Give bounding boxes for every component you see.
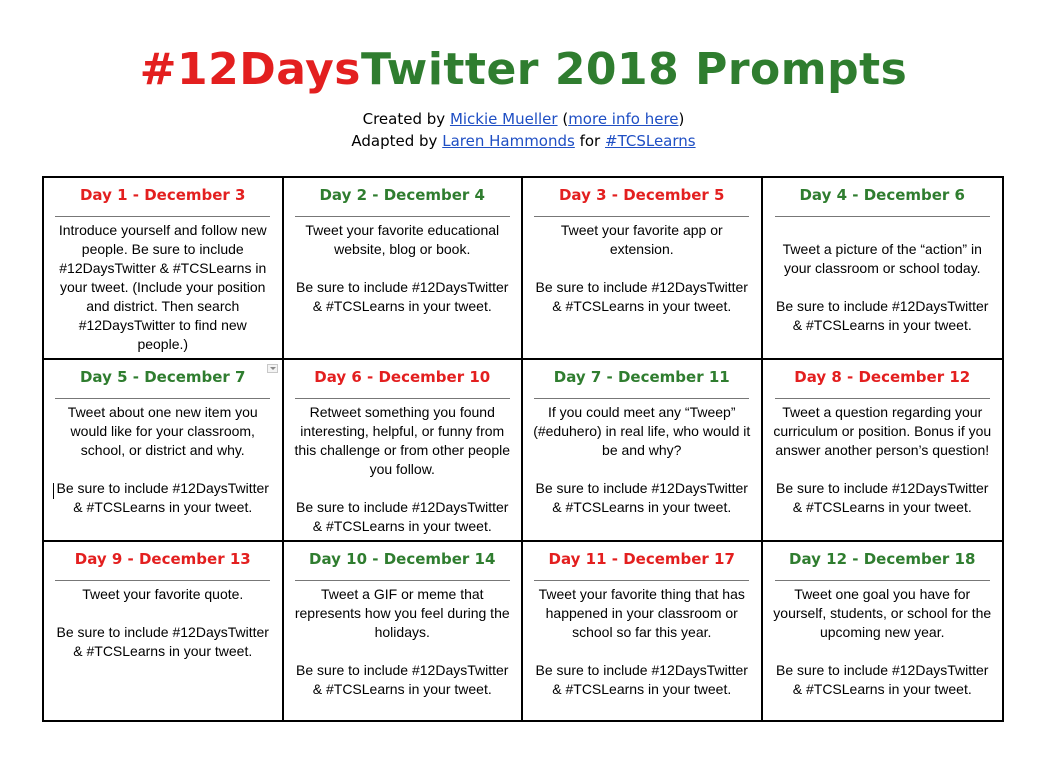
day-prompt: Tweet a picture of the “action” in your classroom or school today. <box>782 241 982 276</box>
hashtag-link[interactable]: #TCSLearns <box>605 132 696 150</box>
cell-divider <box>775 216 990 217</box>
day-reminder: Be sure to include #12DaysTwitter & #TCSLearns in your tweet. <box>535 662 748 697</box>
day-cell-12 <box>763 542 1003 720</box>
day-prompt: Tweet about one new item you would like for your classroom, school, or district and why. <box>67 404 258 458</box>
day-title: Day 11 - December 17 <box>548 550 735 568</box>
creator-link[interactable]: Mickie Mueller <box>449 110 558 128</box>
day-reminder: Be sure to include #12DaysTwitter & #TCSLearns in your tweet. <box>776 480 989 515</box>
cell-dropdown-icon[interactable] <box>267 364 278 373</box>
more-info-open: ( <box>557 110 569 128</box>
adapter-link[interactable]: Laren Hammonds <box>442 132 575 150</box>
day-reminder: Be sure to include #12DaysTwitter & #TCSLearns in your tweet. <box>535 480 748 515</box>
title-part-red: #12Days <box>139 44 361 95</box>
day-title: Day 1 - December 3 <box>79 186 246 204</box>
cell-divider <box>534 580 749 581</box>
day-cell-5 <box>44 360 284 542</box>
day-cell-7 <box>523 360 763 542</box>
cell-divider <box>775 398 990 399</box>
day-reminder: Be sure to include #12DaysTwitter & #TCSLearns in your tweet. <box>535 279 748 314</box>
day-title: Day 6 - December 10 <box>314 368 491 386</box>
day-prompt: Tweet your favorite thing that has happened in your classroom or school so far this year. <box>538 586 745 640</box>
day-title: Day 8 - December 12 <box>794 368 971 386</box>
day-title: Day 12 - December 18 <box>789 550 976 568</box>
more-info-link[interactable]: more info here <box>568 110 679 128</box>
day-cell-8 <box>763 360 1003 542</box>
day-prompt: Tweet your favorite educational website, blog or book. <box>305 222 500 257</box>
day-cell-1 <box>44 178 284 360</box>
day-title: Day 7 - December 11 <box>553 368 730 386</box>
cell-divider <box>295 398 510 399</box>
day-title: Day 5 - December 7 <box>79 368 246 386</box>
cell-divider <box>534 398 749 399</box>
more-info-close: ) <box>678 110 685 128</box>
prompts-table <box>42 176 1004 722</box>
day-prompt: Tweet your favorite quote. <box>82 586 244 602</box>
day-reminder: Be sure to include #12DaysTwitter & #TCSLearns in your tweet. <box>56 480 269 515</box>
day-cell-10 <box>284 542 524 720</box>
day-title: Day 4 - December 6 <box>799 186 965 204</box>
day-prompt: Tweet your favorite app or extension. <box>560 222 723 257</box>
cell-divider <box>295 580 510 581</box>
cell-divider <box>534 216 749 217</box>
day-cell-3 <box>523 178 763 360</box>
day-prompt: Introduce yourself and follow new people. Be sure to include #12DaysTwitter & #TCSLearns in your tweet. (Include your position and district. Then search #12DaysTwitter to find new people.) <box>58 222 267 352</box>
day-reminder: Be sure to include #12DaysTwitter & #TCSLearns in your tweet. <box>776 298 989 333</box>
day-title: Day 3 - December 5 <box>558 186 725 204</box>
day-reminder: Be sure to include #12DaysTwitter & #TCSLearns in your tweet. <box>776 662 989 697</box>
day-reminder: Be sure to include #12DaysTwitter & #TCSLearns in your tweet. <box>296 279 509 314</box>
cell-divider <box>55 216 270 217</box>
day-reminder: Be sure to include #12DaysTwitter & #TCSLearns in your tweet. <box>56 624 269 659</box>
day-cell-9 <box>44 542 284 720</box>
created-by-line <box>0 108 1047 130</box>
cell-divider <box>55 580 270 581</box>
cell-divider <box>55 398 270 399</box>
day-prompt: If you could meet any “Tweep” (#eduhero) in real life, who would it be and why? <box>533 404 751 458</box>
day-cell-11 <box>523 542 763 720</box>
day-cell-6 <box>284 360 524 542</box>
adapted-by-label: Adapted by <box>351 132 438 150</box>
cell-divider <box>775 580 990 581</box>
day-title: Day 9 - December 13 <box>74 550 251 568</box>
page-title <box>0 40 1047 100</box>
day-prompt: Tweet a GIF or meme that represents how you feel during the holidays. <box>294 586 510 640</box>
text-cursor-icon <box>53 483 54 499</box>
day-prompt: Tweet a question regarding your curriculum or position. Bonus if you answer another person’s question! <box>773 404 992 458</box>
day-reminder: Be sure to include #12DaysTwitter & #TCSLearns in your tweet. <box>296 499 509 534</box>
adapted-by-line <box>0 130 1047 152</box>
title-part-green: Twitter 2018 Prompts <box>360 44 908 95</box>
day-reminder: Be sure to include #12DaysTwitter & #TCSLearns in your tweet. <box>296 662 509 697</box>
for-label: for <box>574 132 605 150</box>
day-title: Day 2 - December 4 <box>319 186 485 204</box>
day-cell-4 <box>763 178 1003 360</box>
cell-divider <box>295 216 510 217</box>
day-cell-2 <box>284 178 524 360</box>
day-prompt: Retweet something you found interesting, helpful, or funny from this challenge or from other people you follow. <box>294 404 511 477</box>
day-title: Day 10 - December 14 <box>309 550 496 568</box>
created-by-label: Created by <box>362 110 446 128</box>
day-prompt: Tweet one goal you have for yourself, students, or school for the upcoming new year. <box>773 586 992 640</box>
